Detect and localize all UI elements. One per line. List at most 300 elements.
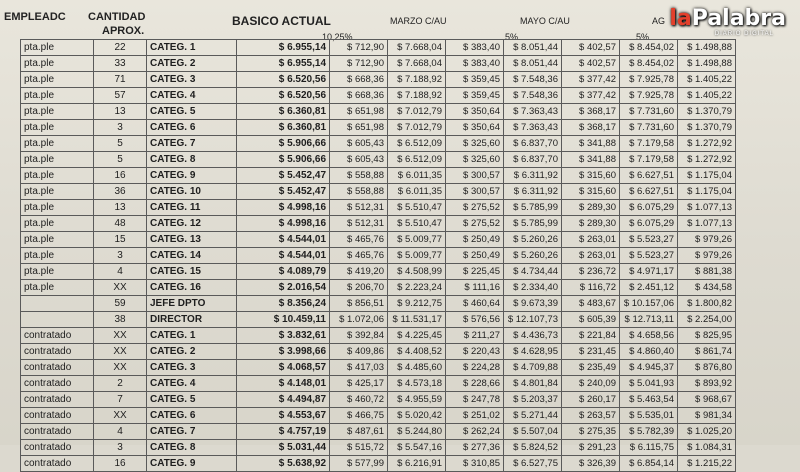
quantity-cell: 5 — [94, 136, 147, 152]
table-row — [21, 248, 736, 264]
employee-type-cell: contratado — [21, 424, 94, 440]
table-row — [21, 104, 736, 120]
basic-salary-cell: $ 5.906,66 — [237, 136, 330, 152]
basic-salary-cell: $ 5.638,92 — [237, 456, 330, 472]
quantity-cell: 3 — [94, 120, 147, 136]
august-increase-cell: $ 315,60 — [562, 184, 620, 200]
category-cell: CATEG. 5 — [147, 392, 237, 408]
total-increase-cell: $ 1.800,82 — [678, 296, 736, 312]
may-total-cell: $ 5.785,99 — [504, 200, 562, 216]
total-increase-cell: $ 881,38 — [678, 264, 736, 280]
table-row — [21, 136, 736, 152]
march-increase-cell: $ 460,72 — [330, 392, 388, 408]
march-increase-cell: $ 419,20 — [330, 264, 388, 280]
march-total-cell: $ 4.225,45 — [388, 328, 446, 344]
quantity-cell: 4 — [94, 424, 147, 440]
march-increase-cell: $ 206,70 — [330, 280, 388, 296]
table-row — [21, 56, 736, 72]
table-row — [21, 312, 736, 328]
march-increase-cell: $ 487,61 — [330, 424, 388, 440]
category-cell: CATEG. 1 — [147, 40, 237, 56]
category-cell: CATEG. 14 — [147, 248, 237, 264]
march-increase-cell: $ 558,88 — [330, 184, 388, 200]
august-total-cell: $ 10.157,06 — [620, 296, 678, 312]
quantity-cell: 15 — [94, 232, 147, 248]
may-increase-cell: $ 576,56 — [446, 312, 504, 328]
total-increase-cell: $ 1.077,13 — [678, 216, 736, 232]
may-increase-cell: $ 325,60 — [446, 152, 504, 168]
may-increase-cell: $ 251,02 — [446, 408, 504, 424]
august-increase-cell: $ 235,49 — [562, 360, 620, 376]
total-increase-cell: $ 434,58 — [678, 280, 736, 296]
employee-type-cell: pta.ple — [21, 216, 94, 232]
total-increase-cell: $ 1.215,22 — [678, 456, 736, 472]
august-total-cell: $ 5.523,27 — [620, 232, 678, 248]
march-total-cell: $ 2.223,24 — [388, 280, 446, 296]
total-increase-cell: $ 1.077,13 — [678, 200, 736, 216]
table-row — [21, 280, 736, 296]
may-increase-cell: $ 262,24 — [446, 424, 504, 440]
august-increase-cell: $ 263,57 — [562, 408, 620, 424]
quantity-cell: 13 — [94, 104, 147, 120]
march-total-cell: $ 4.573,18 — [388, 376, 446, 392]
quantity-cell: 48 — [94, 216, 147, 232]
employee-type-cell: pta.ple — [21, 152, 94, 168]
table-row — [21, 424, 736, 440]
table-row — [21, 456, 736, 472]
august-total-cell: $ 6.075,29 — [620, 200, 678, 216]
basic-salary-cell: $ 4.998,16 — [237, 200, 330, 216]
employee-type-cell: pta.ple — [21, 72, 94, 88]
march-increase-cell: $ 417,03 — [330, 360, 388, 376]
august-increase-cell: $ 341,88 — [562, 152, 620, 168]
march-increase-cell: $ 668,36 — [330, 88, 388, 104]
march-increase-cell: $ 512,31 — [330, 216, 388, 232]
august-total-cell: $ 6.627,51 — [620, 168, 678, 184]
basic-salary-cell: $ 3.998,66 — [237, 344, 330, 360]
august-increase-cell: $ 291,23 — [562, 440, 620, 456]
salary-table — [20, 39, 736, 472]
category-cell: CATEG. 9 — [147, 168, 237, 184]
table-row — [21, 376, 736, 392]
may-total-cell: $ 4.628,95 — [504, 344, 562, 360]
may-total-cell: $ 6.527,75 — [504, 456, 562, 472]
employee-type-cell — [21, 296, 94, 312]
basic-salary-cell: $ 4.553,67 — [237, 408, 330, 424]
category-cell: DIRECTOR — [147, 312, 237, 328]
march-total-cell: $ 6.011,35 — [388, 184, 446, 200]
may-total-cell: $ 12.107,73 — [504, 312, 562, 328]
may-increase-cell: $ 383,40 — [446, 40, 504, 56]
employee-type-cell: pta.ple — [21, 120, 94, 136]
may-increase-cell: $ 383,40 — [446, 56, 504, 72]
march-total-cell: $ 7.668,04 — [388, 40, 446, 56]
may-total-cell: $ 6.837,70 — [504, 152, 562, 168]
may-total-cell: $ 9.673,39 — [504, 296, 562, 312]
march-total-cell: $ 5.009,77 — [388, 248, 446, 264]
table-row — [21, 152, 736, 168]
total-increase-cell: $ 1.175,04 — [678, 168, 736, 184]
august-increase-cell: $ 263,01 — [562, 248, 620, 264]
la-palabra-logo: laPalabra — [669, 6, 786, 31]
may-increase-cell: $ 225,45 — [446, 264, 504, 280]
august-increase-cell: $ 377,42 — [562, 88, 620, 104]
category-cell: CATEG. 7 — [147, 136, 237, 152]
category-cell: CATEG. 7 — [147, 424, 237, 440]
total-increase-cell: $ 825,95 — [678, 328, 736, 344]
august-increase-cell: $ 263,01 — [562, 232, 620, 248]
quantity-cell: 38 — [94, 312, 147, 328]
total-increase-cell: $ 1.272,92 — [678, 136, 736, 152]
basic-salary-cell: $ 3.832,61 — [237, 328, 330, 344]
quantity-cell: 71 — [94, 72, 147, 88]
may-total-cell: $ 8.051,44 — [504, 56, 562, 72]
basic-salary-cell: $ 4.068,57 — [237, 360, 330, 376]
quantity-cell: 36 — [94, 184, 147, 200]
may-increase-cell: $ 250,49 — [446, 232, 504, 248]
employee-type-cell: pta.ple — [21, 232, 94, 248]
may-total-cell: $ 6.311,92 — [504, 184, 562, 200]
basic-salary-cell: $ 4.544,01 — [237, 248, 330, 264]
basic-salary-cell: $ 6.955,14 — [237, 56, 330, 72]
basic-salary-cell: $ 4.757,19 — [237, 424, 330, 440]
march-increase-cell: $ 668,36 — [330, 72, 388, 88]
employee-type-cell: pta.ple — [21, 40, 94, 56]
august-increase-cell: $ 326,39 — [562, 456, 620, 472]
basic-salary-cell: $ 4.148,01 — [237, 376, 330, 392]
quantity-cell: 16 — [94, 456, 147, 472]
category-cell: CATEG. 6 — [147, 120, 237, 136]
may-total-cell: $ 4.436,73 — [504, 328, 562, 344]
total-increase-cell: $ 1.370,79 — [678, 104, 736, 120]
march-increase-cell: $ 465,76 — [330, 232, 388, 248]
category-cell: CATEG. 1 — [147, 328, 237, 344]
total-increase-cell: $ 1.175,04 — [678, 184, 736, 200]
header-aprox: APROX. — [102, 25, 145, 37]
category-cell: CATEG. 10 — [147, 184, 237, 200]
category-cell: CATEG. 8 — [147, 152, 237, 168]
quantity-cell: 2 — [94, 376, 147, 392]
basic-salary-cell: $ 10.459,11 — [237, 312, 330, 328]
employee-type-cell: pta.ple — [21, 56, 94, 72]
august-total-cell: $ 7.179,58 — [620, 136, 678, 152]
quantity-cell: XX — [94, 408, 147, 424]
august-increase-cell: $ 240,09 — [562, 376, 620, 392]
employee-type-cell: contratado — [21, 392, 94, 408]
may-increase-cell: $ 275,52 — [446, 200, 504, 216]
march-increase-cell: $ 712,90 — [330, 56, 388, 72]
august-total-cell: $ 6.115,75 — [620, 440, 678, 456]
march-increase-cell: $ 577,99 — [330, 456, 388, 472]
basic-salary-cell: $ 2.016,54 — [237, 280, 330, 296]
march-increase-cell: $ 392,84 — [330, 328, 388, 344]
table-row — [21, 408, 736, 424]
header-pct-mayo: 5% — [505, 32, 519, 42]
august-total-cell: $ 5.041,93 — [620, 376, 678, 392]
basic-salary-cell: $ 5.452,47 — [237, 184, 330, 200]
august-total-cell: $ 6.854,14 — [620, 456, 678, 472]
march-total-cell: $ 7.012,79 — [388, 120, 446, 136]
august-total-cell: $ 4.971,17 — [620, 264, 678, 280]
march-increase-cell: $ 1.072,06 — [330, 312, 388, 328]
august-increase-cell: $ 483,67 — [562, 296, 620, 312]
august-total-cell: $ 5.535,01 — [620, 408, 678, 424]
table-row — [21, 328, 736, 344]
march-increase-cell: $ 558,88 — [330, 168, 388, 184]
table-row — [21, 200, 736, 216]
total-increase-cell: $ 1.370,79 — [678, 120, 736, 136]
march-increase-cell: $ 712,90 — [330, 40, 388, 56]
august-total-cell: $ 4.860,40 — [620, 344, 678, 360]
march-total-cell: $ 5.510,47 — [388, 216, 446, 232]
march-total-cell: $ 6.011,35 — [388, 168, 446, 184]
march-increase-cell: $ 512,31 — [330, 200, 388, 216]
employee-type-cell: contratado — [21, 344, 94, 360]
header-agosto: AG — [652, 16, 666, 26]
march-increase-cell: $ 409,86 — [330, 344, 388, 360]
august-total-cell: $ 7.179,58 — [620, 152, 678, 168]
quantity-cell: 3 — [94, 248, 147, 264]
total-increase-cell: $ 1.405,22 — [678, 72, 736, 88]
basic-salary-cell: $ 6.360,81 — [237, 120, 330, 136]
august-increase-cell: $ 260,17 — [562, 392, 620, 408]
category-cell: CATEG. 9 — [147, 456, 237, 472]
quantity-cell: 4 — [94, 264, 147, 280]
march-increase-cell: $ 605,43 — [330, 136, 388, 152]
table-row — [21, 88, 736, 104]
quantity-cell: XX — [94, 280, 147, 296]
may-increase-cell: $ 300,57 — [446, 168, 504, 184]
category-cell: CATEG. 2 — [147, 56, 237, 72]
category-cell: CATEG. 11 — [147, 200, 237, 216]
quantity-cell: XX — [94, 344, 147, 360]
header-mayo: MAYO C/AU — [520, 16, 570, 26]
august-total-cell: $ 7.731,60 — [620, 120, 678, 136]
august-increase-cell: $ 275,35 — [562, 424, 620, 440]
august-increase-cell: $ 368,17 — [562, 120, 620, 136]
category-cell: CATEG. 4 — [147, 376, 237, 392]
logo-subtitle: DIARIO DIGITAL — [714, 31, 774, 37]
august-increase-cell: $ 289,30 — [562, 200, 620, 216]
quantity-cell: 33 — [94, 56, 147, 72]
march-total-cell: $ 5.547,16 — [388, 440, 446, 456]
august-total-cell: $ 4.658,56 — [620, 328, 678, 344]
quantity-cell: 5 — [94, 152, 147, 168]
employee-type-cell: pta.ple — [21, 184, 94, 200]
total-increase-cell: $ 2.254,00 — [678, 312, 736, 328]
may-total-cell: $ 7.548,36 — [504, 72, 562, 88]
quantity-cell: 7 — [94, 392, 147, 408]
basic-salary-cell: $ 5.031,44 — [237, 440, 330, 456]
march-increase-cell: $ 515,72 — [330, 440, 388, 456]
category-cell: CATEG. 13 — [147, 232, 237, 248]
august-total-cell: $ 5.523,27 — [620, 248, 678, 264]
employee-type-cell: pta.ple — [21, 280, 94, 296]
august-total-cell: $ 4.945,37 — [620, 360, 678, 376]
table-row — [21, 72, 736, 88]
table-row — [21, 232, 736, 248]
march-total-cell: $ 5.244,80 — [388, 424, 446, 440]
basic-salary-cell: $ 6.520,56 — [237, 72, 330, 88]
march-increase-cell: $ 466,75 — [330, 408, 388, 424]
august-increase-cell: $ 368,17 — [562, 104, 620, 120]
may-increase-cell: $ 275,52 — [446, 216, 504, 232]
category-cell: CATEG. 12 — [147, 216, 237, 232]
march-increase-cell: $ 605,43 — [330, 152, 388, 168]
august-increase-cell: $ 377,42 — [562, 72, 620, 88]
basic-salary-cell: $ 4.998,16 — [237, 216, 330, 232]
total-increase-cell: $ 1.498,88 — [678, 56, 736, 72]
total-increase-cell: $ 1.405,22 — [678, 88, 736, 104]
total-increase-cell: $ 1.025,20 — [678, 424, 736, 440]
march-total-cell: $ 7.668,04 — [388, 56, 446, 72]
employee-type-cell: pta.ple — [21, 168, 94, 184]
august-total-cell: $ 6.075,29 — [620, 216, 678, 232]
march-total-cell: $ 6.216,91 — [388, 456, 446, 472]
quantity-cell: 13 — [94, 200, 147, 216]
august-increase-cell: $ 315,60 — [562, 168, 620, 184]
quantity-cell: 22 — [94, 40, 147, 56]
march-total-cell: $ 4.408,52 — [388, 344, 446, 360]
total-increase-cell: $ 979,26 — [678, 232, 736, 248]
table-row — [21, 120, 736, 136]
table-row — [21, 184, 736, 200]
category-cell: CATEG. 16 — [147, 280, 237, 296]
category-cell: CATEG. 3 — [147, 72, 237, 88]
march-increase-cell: $ 425,17 — [330, 376, 388, 392]
table-row — [21, 216, 736, 232]
quantity-cell: 59 — [94, 296, 147, 312]
table-row — [21, 168, 736, 184]
employee-type-cell: pta.ple — [21, 264, 94, 280]
total-increase-cell: $ 979,26 — [678, 248, 736, 264]
total-increase-cell: $ 968,67 — [678, 392, 736, 408]
may-total-cell: $ 5.507,04 — [504, 424, 562, 440]
employee-type-cell: pta.ple — [21, 136, 94, 152]
may-total-cell: $ 2.334,40 — [504, 280, 562, 296]
may-total-cell: $ 5.271,44 — [504, 408, 562, 424]
august-total-cell: $ 2.451,12 — [620, 280, 678, 296]
may-total-cell: $ 4.801,84 — [504, 376, 562, 392]
may-increase-cell: $ 111,16 — [446, 280, 504, 296]
employee-type-cell: contratado — [21, 456, 94, 472]
march-total-cell: $ 4.485,60 — [388, 360, 446, 376]
may-total-cell: $ 6.311,92 — [504, 168, 562, 184]
employee-type-cell: pta.ple — [21, 88, 94, 104]
august-total-cell: $ 7.925,78 — [620, 88, 678, 104]
basic-salary-cell: $ 4.089,79 — [237, 264, 330, 280]
category-cell: CATEG. 5 — [147, 104, 237, 120]
header-pct-agosto: 5% — [636, 32, 650, 42]
august-total-cell: $ 7.925,78 — [620, 72, 678, 88]
category-cell: CATEG. 2 — [147, 344, 237, 360]
total-increase-cell: $ 876,80 — [678, 360, 736, 376]
may-increase-cell: $ 228,66 — [446, 376, 504, 392]
march-total-cell: $ 7.012,79 — [388, 104, 446, 120]
may-increase-cell: $ 359,45 — [446, 88, 504, 104]
march-total-cell: $ 7.188,92 — [388, 88, 446, 104]
august-total-cell: $ 12.713,11 — [620, 312, 678, 328]
table-row — [21, 440, 736, 456]
employee-type-cell: pta.ple — [21, 104, 94, 120]
header-cantidad: CANTIDAD — [88, 11, 146, 23]
employee-type-cell: contratado — [21, 328, 94, 344]
august-total-cell: $ 5.463,54 — [620, 392, 678, 408]
august-total-cell: $ 8.454,02 — [620, 56, 678, 72]
march-total-cell: $ 5.020,42 — [388, 408, 446, 424]
march-total-cell: $ 4.508,99 — [388, 264, 446, 280]
employee-type-cell — [21, 312, 94, 328]
table-row — [21, 264, 736, 280]
header-marzo: MARZO C/AU — [390, 16, 447, 26]
march-increase-cell: $ 465,76 — [330, 248, 388, 264]
quantity-cell: 16 — [94, 168, 147, 184]
may-increase-cell: $ 300,57 — [446, 184, 504, 200]
march-total-cell: $ 5.009,77 — [388, 232, 446, 248]
march-total-cell: $ 9.212,75 — [388, 296, 446, 312]
total-increase-cell: $ 893,92 — [678, 376, 736, 392]
basic-salary-cell: $ 4.494,87 — [237, 392, 330, 408]
may-increase-cell: $ 350,64 — [446, 104, 504, 120]
employee-type-cell: pta.ple — [21, 200, 94, 216]
may-total-cell: $ 7.363,43 — [504, 120, 562, 136]
basic-salary-cell: $ 4.544,01 — [237, 232, 330, 248]
may-increase-cell: $ 220,43 — [446, 344, 504, 360]
may-increase-cell: $ 277,36 — [446, 440, 504, 456]
august-total-cell: $ 8.454,02 — [620, 40, 678, 56]
table-row — [21, 296, 736, 312]
may-increase-cell: $ 460,64 — [446, 296, 504, 312]
march-total-cell: $ 6.512,09 — [388, 136, 446, 152]
basic-salary-cell: $ 5.906,66 — [237, 152, 330, 168]
table-row — [21, 40, 736, 56]
employee-type-cell: pta.ple — [21, 248, 94, 264]
august-total-cell: $ 7.731,60 — [620, 104, 678, 120]
table-row — [21, 392, 736, 408]
may-total-cell: $ 4.709,88 — [504, 360, 562, 376]
header-empleado: EMPLEADC — [4, 11, 66, 23]
march-total-cell: $ 4.955,59 — [388, 392, 446, 408]
may-total-cell: $ 6.837,70 — [504, 136, 562, 152]
may-total-cell: $ 5.260,26 — [504, 232, 562, 248]
august-increase-cell: $ 289,30 — [562, 216, 620, 232]
august-increase-cell: $ 221,84 — [562, 328, 620, 344]
may-increase-cell: $ 224,28 — [446, 360, 504, 376]
may-total-cell: $ 5.260,26 — [504, 248, 562, 264]
march-total-cell: $ 5.510,47 — [388, 200, 446, 216]
august-increase-cell: $ 236,72 — [562, 264, 620, 280]
august-increase-cell: $ 402,57 — [562, 56, 620, 72]
march-total-cell: $ 11.531,17 — [388, 312, 446, 328]
category-cell: CATEG. 6 — [147, 408, 237, 424]
may-increase-cell: $ 350,64 — [446, 120, 504, 136]
march-increase-cell: $ 651,98 — [330, 120, 388, 136]
march-total-cell: $ 6.512,09 — [388, 152, 446, 168]
august-increase-cell: $ 231,45 — [562, 344, 620, 360]
basic-salary-cell: $ 5.452,47 — [237, 168, 330, 184]
category-cell: CATEG. 15 — [147, 264, 237, 280]
employee-type-cell: contratado — [21, 376, 94, 392]
employee-type-cell: contratado — [21, 360, 94, 376]
august-increase-cell: $ 341,88 — [562, 136, 620, 152]
may-increase-cell: $ 310,85 — [446, 456, 504, 472]
march-increase-cell: $ 651,98 — [330, 104, 388, 120]
august-total-cell: $ 5.782,39 — [620, 424, 678, 440]
category-cell: CATEG. 4 — [147, 88, 237, 104]
table-row — [21, 360, 736, 376]
basic-salary-cell: $ 8.356,24 — [237, 296, 330, 312]
quantity-cell: XX — [94, 360, 147, 376]
